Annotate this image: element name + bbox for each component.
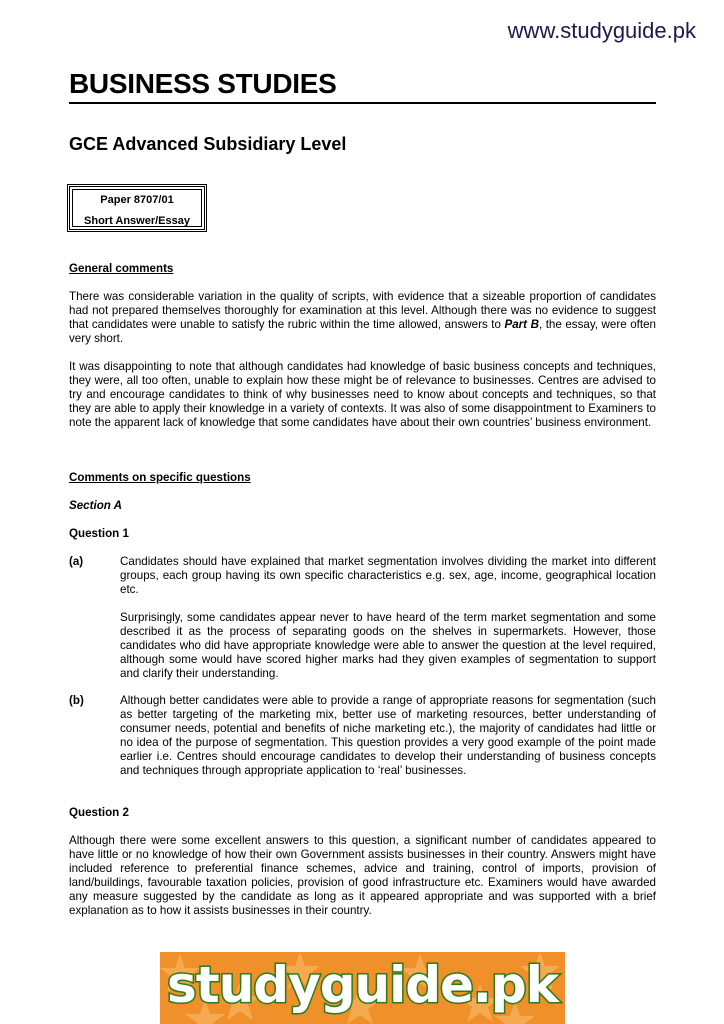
- section-a-heading: Section A: [69, 499, 123, 512]
- specific-questions-heading: Comments on specific questions: [69, 471, 251, 484]
- paper-type: Short Answer/Essay: [84, 215, 190, 227]
- paper-number: Paper 8707/01: [100, 194, 174, 206]
- question-2-heading: Question 2: [69, 806, 129, 819]
- general-comments-paragraph-2: It was disappointing to note that although candidates had knowledge of basic business concepts and techniques, they were, all too often, unable to explain how these might be of relevance to businesses. Centres are advised to try and encourage candidates to think of why businesses need to know about concepts and techniques, so that they are able to apply their knowledge in a variety of contexts. It was also of some disappointment to Examiners to note the apparent lack of knowledge that some candidates have about their own countries’ business environment.: [69, 360, 656, 429]
- q1-part-a-label: (a): [69, 555, 84, 568]
- title-rule: [69, 102, 656, 104]
- site-url[interactable]: www.studyguide.pk: [507, 18, 696, 43]
- paragraph-text: There was considerable variation in the quality of scripts, with evidence that a sizeable proportion of candidates had not prepared themselves thoroughly for examination at this level. Although there was no evidence to suggest that candidates were unable to satisfy the rubric within the time allowed, answers to: [69, 290, 656, 331]
- studyguide-logo: studyguide.pk: [167, 956, 558, 1014]
- q1-part-a-paragraph-1: Candidates should have explained that market segmentation involves dividing the market into different groups, each group having its own specific characteristics e.g. sex, age, income, geographical location etc.: [120, 555, 656, 596]
- paragraph-text: , the essay, were often very short.: [69, 318, 656, 345]
- q1-part-b-paragraph: Although better candidates were able to provide a range of appropriate reasons for segmentation (such as better targeting of the marketing mix, better use of marketing resources, better understanding of consumer needs, potential and benefits of niche marketing etc.), the majority of candidates had little or no idea of the purpose of segmentation. This question provides a very good example of the point made earlier i.e. Centres should encourage candidates to develop their understanding of business concepts and techniques through appropriate application to ‘real’ businesses.: [120, 694, 656, 777]
- paper-info-box: [67, 184, 207, 232]
- part-b-emphasis: Part B: [504, 318, 539, 331]
- studyguide-banner[interactable]: [160, 952, 565, 1024]
- document-title: BUSINESS STUDIES: [69, 68, 337, 99]
- q1-part-b-label: (b): [69, 694, 84, 707]
- q2-paragraph: Although there were some excellent answers to this question, a significant number of candidates appeared to have little or no knowledge of how their own Government assists businesses in their country. Answers might have included reference to preferential finance schemes, advice and training, control of imports, provision of land/buildings, favourable taxation policies, provision of good infrastructure etc. Examiners would have awarded any measure suggested by the candidate as long as it appeared appropriate and was supported with a brief explanation as to how it assists businesses in their country.: [69, 834, 656, 917]
- document-subtitle: GCE Advanced Subsidiary Level: [69, 134, 347, 154]
- q1-part-a-paragraph-2: Surprisingly, some candidates appear never to have heard of the term market segmentation and some described it as the process of separating goods on the shelves in supermarkets. However, those candidates who did have appropriate knowledge were able to answer the question at the level required, although some would have scored higher marks had they given examples of segmentation to support and clarify their understanding.: [120, 611, 656, 680]
- general-comments-paragraph-1: [69, 290, 656, 346]
- question-1-heading: Question 1: [69, 527, 129, 540]
- general-comments-heading: General comments: [69, 262, 174, 275]
